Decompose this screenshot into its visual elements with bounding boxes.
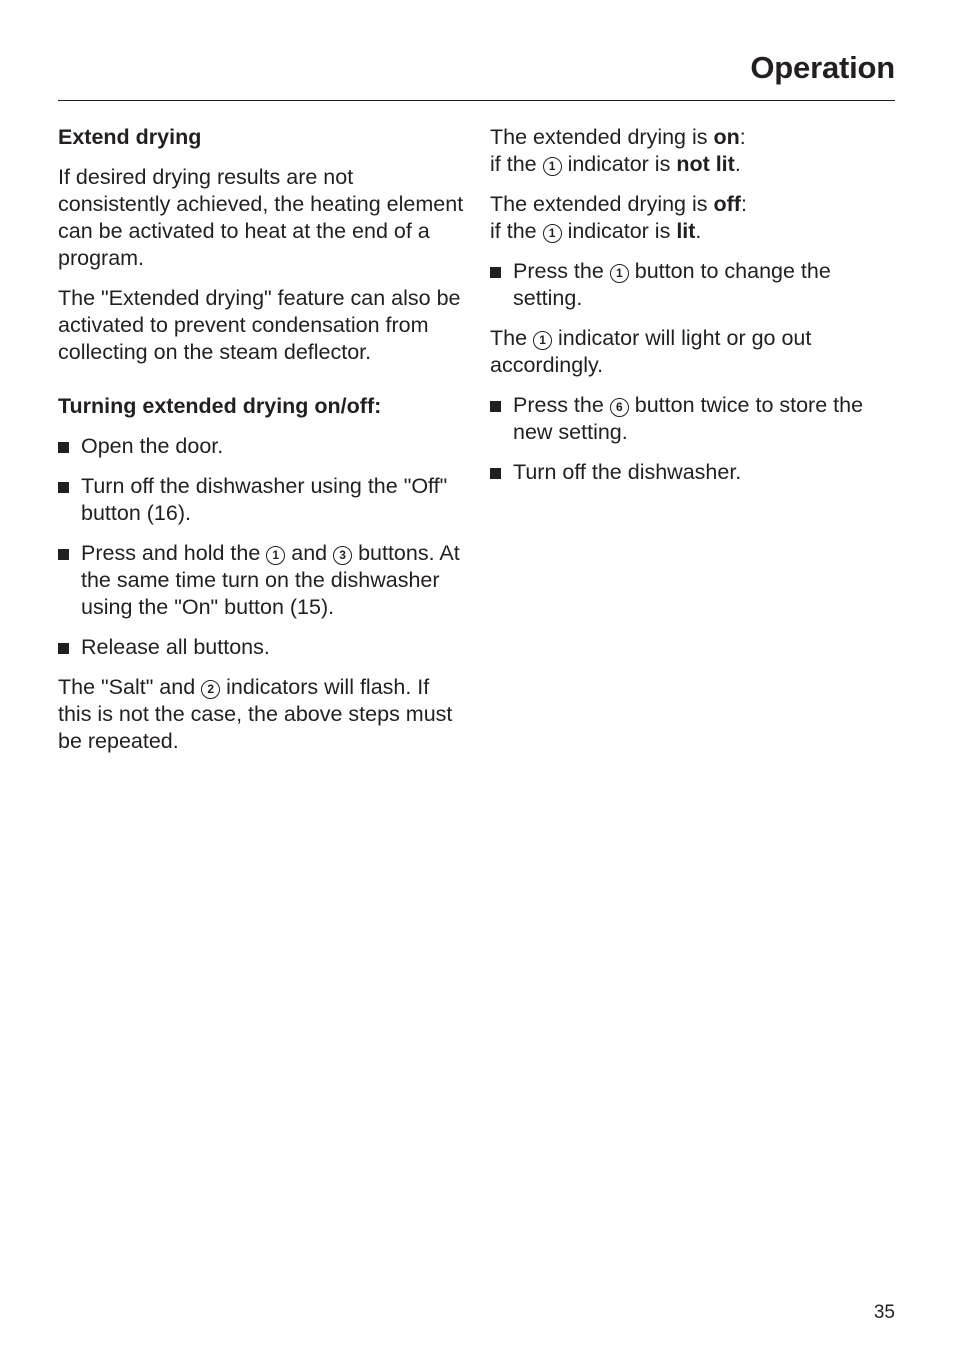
indicator-1-icon: 1 <box>533 331 552 350</box>
list-item <box>58 634 468 661</box>
step-text: Press the <box>513 259 610 283</box>
bullet-square-icon <box>490 401 501 412</box>
list-item <box>58 473 468 527</box>
step-text: Press and hold the <box>81 541 267 565</box>
list-item <box>490 392 900 446</box>
state-text: : <box>740 192 747 216</box>
section-heading: Extend drying <box>58 125 202 149</box>
state-text: indicator is <box>561 219 677 243</box>
header-divider <box>58 100 895 101</box>
right-column <box>490 124 900 499</box>
list-item <box>58 540 468 621</box>
bullet-square-icon <box>58 643 69 654</box>
step-text: Turn off the dishwasher. <box>513 460 742 484</box>
button-6-icon: 6 <box>610 398 629 417</box>
step-text: Release all buttons. <box>81 635 270 659</box>
result-text: indicators will flash. If this is not the case, the above steps must be repeated. <box>58 675 453 753</box>
state-value: on <box>713 125 740 149</box>
state-text: if the <box>490 219 543 243</box>
indicator-2-icon: 2 <box>201 680 220 699</box>
sub-heading: Turning extended drying on/off: <box>58 394 382 418</box>
step-text: button to change the setting. <box>513 259 831 310</box>
button-3-icon: 3 <box>333 546 352 565</box>
state-value: lit <box>676 219 696 243</box>
button-1-icon: 1 <box>610 264 629 283</box>
state-text: : <box>739 125 746 149</box>
bullet-square-icon <box>490 267 501 278</box>
state-text: The extended drying is <box>490 192 714 216</box>
state-text: indicator is <box>561 152 677 176</box>
bullet-square-icon <box>58 442 69 453</box>
state-text: . <box>734 152 741 176</box>
left-column <box>58 124 468 768</box>
list-item <box>490 258 900 312</box>
intro-paragraph-2: The "Extended drying" feature can also be activated to prevent condensation from collecting on the steam deflector. <box>58 286 461 364</box>
page-number: 35 <box>873 1302 895 1323</box>
indicator-1-icon: 1 <box>543 224 562 243</box>
page-title: Operation <box>750 50 895 85</box>
step-text: Open the door. <box>81 434 224 458</box>
state-text: . <box>695 219 702 243</box>
step-text: buttons. At the same time turn on the dishwasher using the "On" button (15). <box>81 541 460 619</box>
bullet-square-icon <box>490 468 501 479</box>
bullet-square-icon <box>58 482 69 493</box>
step-text: and <box>285 541 334 565</box>
state-value: off <box>713 192 741 216</box>
state-value: not lit <box>676 152 735 176</box>
off-state-paragraph <box>490 191 900 245</box>
bullet-square-icon <box>58 549 69 560</box>
indicator-1-icon: 1 <box>543 157 562 176</box>
result-paragraph <box>58 674 468 755</box>
step-text: button twice to store the new setting. <box>513 393 864 444</box>
button-1-icon: 1 <box>266 546 285 565</box>
step-text: Turn off the dishwasher using the "Off" button (16). <box>81 474 448 525</box>
note-text: indicator will light or go out accordingly. <box>490 326 812 377</box>
list-item <box>490 459 900 486</box>
state-text: The extended drying is <box>490 125 714 149</box>
list-item <box>58 433 468 460</box>
note-paragraph <box>490 325 900 379</box>
intro-paragraph-1: If desired drying results are not consistently achieved, the heating element can be activated to heat at the end of a program. <box>58 165 464 270</box>
result-text: The "Salt" and <box>58 675 202 699</box>
state-text: if the <box>490 152 543 176</box>
on-state-paragraph <box>490 124 900 178</box>
note-text: The <box>490 326 534 350</box>
step-text: Press the <box>513 393 610 417</box>
